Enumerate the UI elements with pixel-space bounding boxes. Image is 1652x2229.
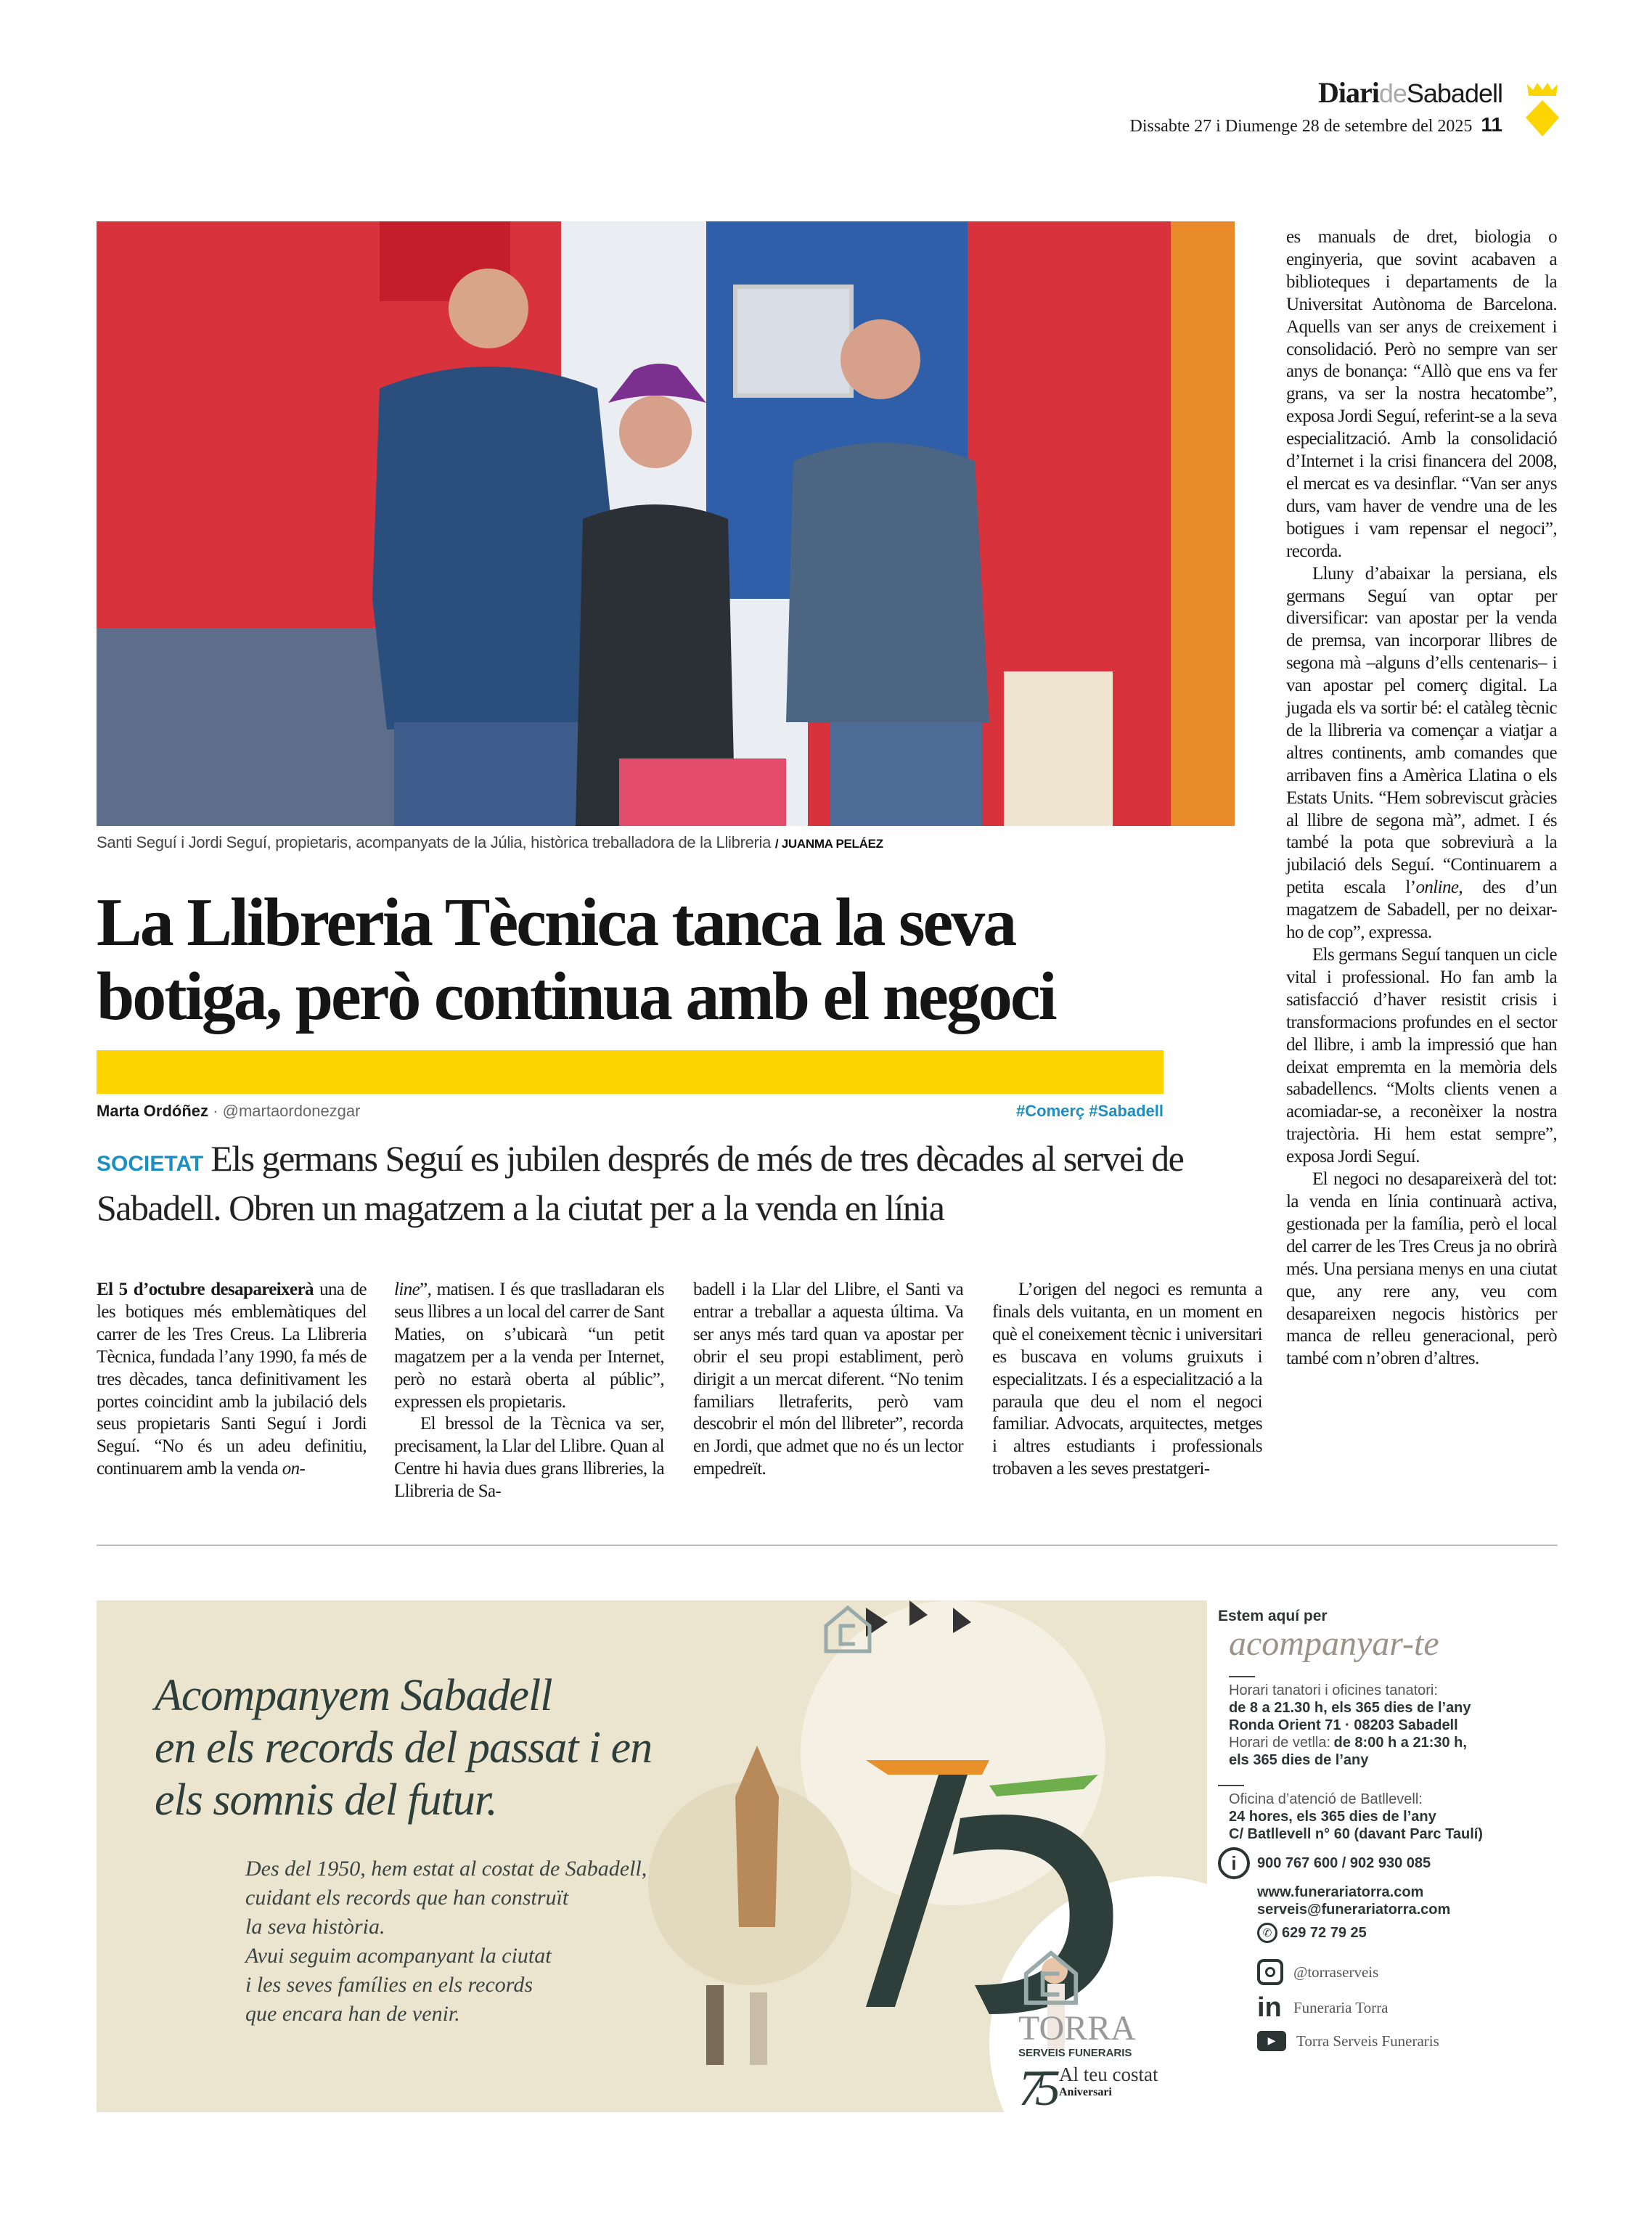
address: Ronda Orient 71 · 08203 Sabadell (1229, 1717, 1458, 1733)
office-address: C/ Batllevell n° 60 (davant Parc Taulí) (1229, 1826, 1483, 1842)
ad-body-line: i les seves famílies en els records (245, 1973, 533, 1997)
paragraph-end: , des d’un magatzem de Sabadell, per no deixar-ho de cop”, expressa. (1286, 878, 1557, 943)
anniversary-label: Aniversari (1059, 2086, 1112, 2098)
photo-credit: / JUANMA PELÁEZ (774, 837, 883, 851)
article-column (992, 1279, 1262, 1481)
torra-logo-icon (822, 1604, 873, 1655)
hashtags[interactable]: #Comerç #Sabadell (1016, 1102, 1164, 1120)
office-hours: 24 hores, els 365 dies de l’any (1229, 1809, 1436, 1825)
author-name[interactable]: Marta Ordóñez (97, 1102, 209, 1120)
paragraph: es manuals de dret, biologia o enginyeria, que sovint acabaven a biblioteques i departaments de la Universitat Autònoma de Barcelona. Aquells van ser anys de creixement i consolidació. Però no sempre van ser anys de bonança: “Allò que ens va fer grans, va ser la nostra hecatombe”, exposa Jordi Seguí, referint-se a la seva especialització. Amb la consolidació d’Internet i la crisi financera del 2008, el mercat es va desinflar. “Van ser anys durs, vam haver de vendre una de les botigues i vam repensar el negoci”, recorda. (1286, 227, 1557, 561)
italic-word: line (394, 1280, 420, 1299)
ad-contact-info (1218, 1608, 1483, 2051)
vigil-value: de 8:00 h a 21:30 h, (1333, 1735, 1467, 1751)
ad-body-line: Des del 1950, hem estat al costat de Sabadell, (245, 1857, 647, 1881)
ad-intro: Estem aquí per (1218, 1608, 1328, 1624)
city-crest-icon (1524, 81, 1561, 138)
ad-headline-line: els somnis del futur. (155, 1775, 497, 1825)
byline (97, 1102, 1164, 1121)
linkedin-name[interactable]: Funeraria Torra (1293, 1999, 1389, 2016)
ad-headline (155, 1669, 652, 1826)
instagram-icon (1257, 1959, 1283, 1985)
caption-text: Santi Seguí i Jordi Seguí, propietaris, acompanyats de la Júlia, històrica treballadora de la Llibreria (97, 833, 772, 851)
paragraph: badell i la Llar del Llibre, el Santi va entrar a treballar a aquesta última. Va ser anys més tard quan va apostar per obrir el seu propi establiment, però dirigit a un mercat diferent. “No tenim familiars lletraferits, però vam descobrir el món del llibreter”, recorda en Jordi, que admet que no és un lector empedreït. (693, 1280, 963, 1479)
paragraph: El negoci no desapareixerà del tot: la venda en línia continuarà activa, gestionada per la família, però el local del carrer de les Tres Creus ja no obrirà més. Una persiana menys en una ciutat que, any rere any, veu com desapareixen negocis històrics per manca de relleu generacional, però també com n’obren d’altres. (1286, 1169, 1557, 1369)
byline-separator: · (213, 1102, 218, 1120)
newspaper-logo (1130, 76, 1503, 110)
article-column (693, 1279, 963, 1481)
issue-date: Dissabte 27 i Diumenge 28 de setembre del 2025 (1129, 117, 1473, 136)
paragraph: Els germans Seguí tanquen un cicle vital i professional. Ho fan amb la satisfacció d’haver resistit crisis i transformacions profundes en el sector del llibre, i amb la impressió que han deixat empremta en la memòria dels sabadellencs. “Molts clients venen a acomiadar-se, a reconèixer la nostra trajectòria. Hi hem estat sempre”, exposa Jordi Seguí. (1286, 945, 1557, 1167)
youtube-channel[interactable]: Torra Serveis Funeraris (1296, 2032, 1439, 2050)
hours-value: de 8 a 21.30 h, els 365 dies de l’any (1229, 1700, 1471, 1716)
hours-label: Horari tanatori i oficines tanatori: (1229, 1682, 1438, 1698)
subtitle-text: Els germans Seguí es jubilen després de més de tres dècades al servei de Sabadell. Obren un magatzem a la ciutat per a la venda en línia (97, 1138, 1184, 1228)
info-icon: i (1218, 1847, 1250, 1879)
linkedin-icon: in (1257, 1992, 1282, 2023)
page-number: 11 (1481, 113, 1502, 136)
email-link[interactable]: serveis@funerariatorra.com (1257, 1902, 1451, 1918)
vigil-value: els 365 dies de l’any (1229, 1752, 1369, 1768)
article-photo (97, 221, 1235, 826)
section-label[interactable]: SOCIETAT (97, 1152, 204, 1176)
headline-line: botiga, però continua amb el negoci (97, 959, 1055, 1034)
website-link[interactable]: www.funerariatorra.com (1257, 1884, 1424, 1900)
phone-numbers[interactable]: 900 767 600 / 902 930 085 (1257, 1855, 1431, 1871)
ad-headline-line: en els records del passat i en (155, 1723, 653, 1772)
ad-illustration (648, 1579, 1316, 2116)
brand-subtitle: SERVEIS FUNERARIS (1018, 2047, 1132, 2059)
logo-diari: Diari (1317, 76, 1379, 109)
ad-headline-line: Acompanyem Sabadell (155, 1671, 552, 1720)
article-column (97, 1279, 367, 1481)
subtitle (97, 1137, 1185, 1230)
ad-body-line: Avui seguim acompanyant la ciutat (245, 1944, 552, 1968)
photo-caption (97, 833, 883, 852)
headline-line: La Llibreria Tècnica tanca la seva (97, 885, 1015, 960)
paragraph: ”, matisen. I és que traslladaran els seus llibres a un local del carrer de Sant Maties, on s’ubicarà “un petit magatzem per a la venda per Internet, però no estarà oberta al públic”, expressen els propietaris. (394, 1280, 664, 1412)
office-label: Oficina d’atenció de Batllevell: (1229, 1791, 1423, 1807)
article-column (1286, 226, 1557, 1370)
article-column (394, 1279, 664, 1503)
paragraph: L’origen del negoci es remunta a finals dels vuitanta, en un moment en què el coneixement tècnic i universitari es buscava en volums gruixuts i especialitzats. I és a especialització a la paraula que deu el nom el negoci familiar. Advocats, arquitectes, metges i altres estudiants i professionals trobaven a les seves prestatgeri- (992, 1280, 1262, 1479)
ad-intro-script: acompanyar-te (1229, 1624, 1439, 1663)
masthead (1130, 76, 1503, 136)
ad-body-line: que encara han de venir. (245, 2002, 460, 2026)
whatsapp-number[interactable]: 629 72 79 25 (1282, 1925, 1367, 1941)
whatsapp-icon: ✆ (1257, 1923, 1277, 1943)
anniversary-number: 75 (1018, 2061, 1052, 2116)
torra-logo-icon (1018, 1949, 1084, 2007)
logo-de: de (1378, 78, 1407, 108)
logo-sabadell: Sabadell (1406, 78, 1502, 108)
headline (97, 886, 1229, 1034)
italic-word: online (1415, 878, 1459, 898)
accent-bar (97, 1050, 1164, 1094)
vigil-label: Horari de vetlla: (1229, 1735, 1331, 1751)
ad-body-line: la seva història. (245, 1915, 385, 1939)
italic-word: on- (282, 1459, 306, 1479)
brand-name: TORRA (1018, 2009, 1136, 2048)
ad-body (245, 1854, 647, 2029)
paragraph: El bressol de la Tècnica va ser, precisament, la Llar del Llibre. Quan al Centre hi havia dues grans llibreries, la Llibreria de Sa- (394, 1414, 664, 1502)
section-divider (97, 1545, 1558, 1546)
instagram-handle[interactable]: @torraserveis (1293, 1963, 1379, 1981)
advertisement-torra[interactable] (97, 1600, 1563, 2116)
paragraph: Lluny d’abaixar la persiana, els germans Seguí van optar per diversificar: van apostar per la venda de premsa, van incorporar llibres de segona mà –alguns d’ells centenaris– i van apostar pel comerç digital. La jugada els va sortir bé: el catàleg tècnic de la llibreria va començar a viatjar a altres continents, amb comandes que arribaven fins a Amèrica Llatina o els Estats Units. “Hem sobreviscut gràcies al llibre de segona mà”, admet. I és també la pota que sobreviurà a la jubilació dels Seguí. “Continuarem a petita escala l’ (1286, 563, 1557, 898)
ad-body-line: cuidant els records que han construït (245, 1886, 569, 1910)
paragraph: una de les botiques més emblemàtiques del carrer de les Tres Creus. La Llibreria Tècnica, fundada l’any 1990, fa més de tres dècades, tanca definitivament les portes coincidint amb la jubilació dels seus propietaris Santi Seguí i Jordi Seguí. “No és un adeu definitiu, continuarem amb la venda (97, 1280, 367, 1479)
lead-in: El 5 d’octubre desapareixerà (97, 1280, 314, 1299)
youtube-icon: ▶ (1257, 2031, 1286, 2051)
anniversary-slogan: Al teu costat (1059, 2064, 1158, 2085)
dateline (1130, 113, 1503, 136)
author-handle[interactable]: @martaordonezgar (222, 1102, 361, 1120)
torra-brand (1018, 1949, 1185, 2114)
